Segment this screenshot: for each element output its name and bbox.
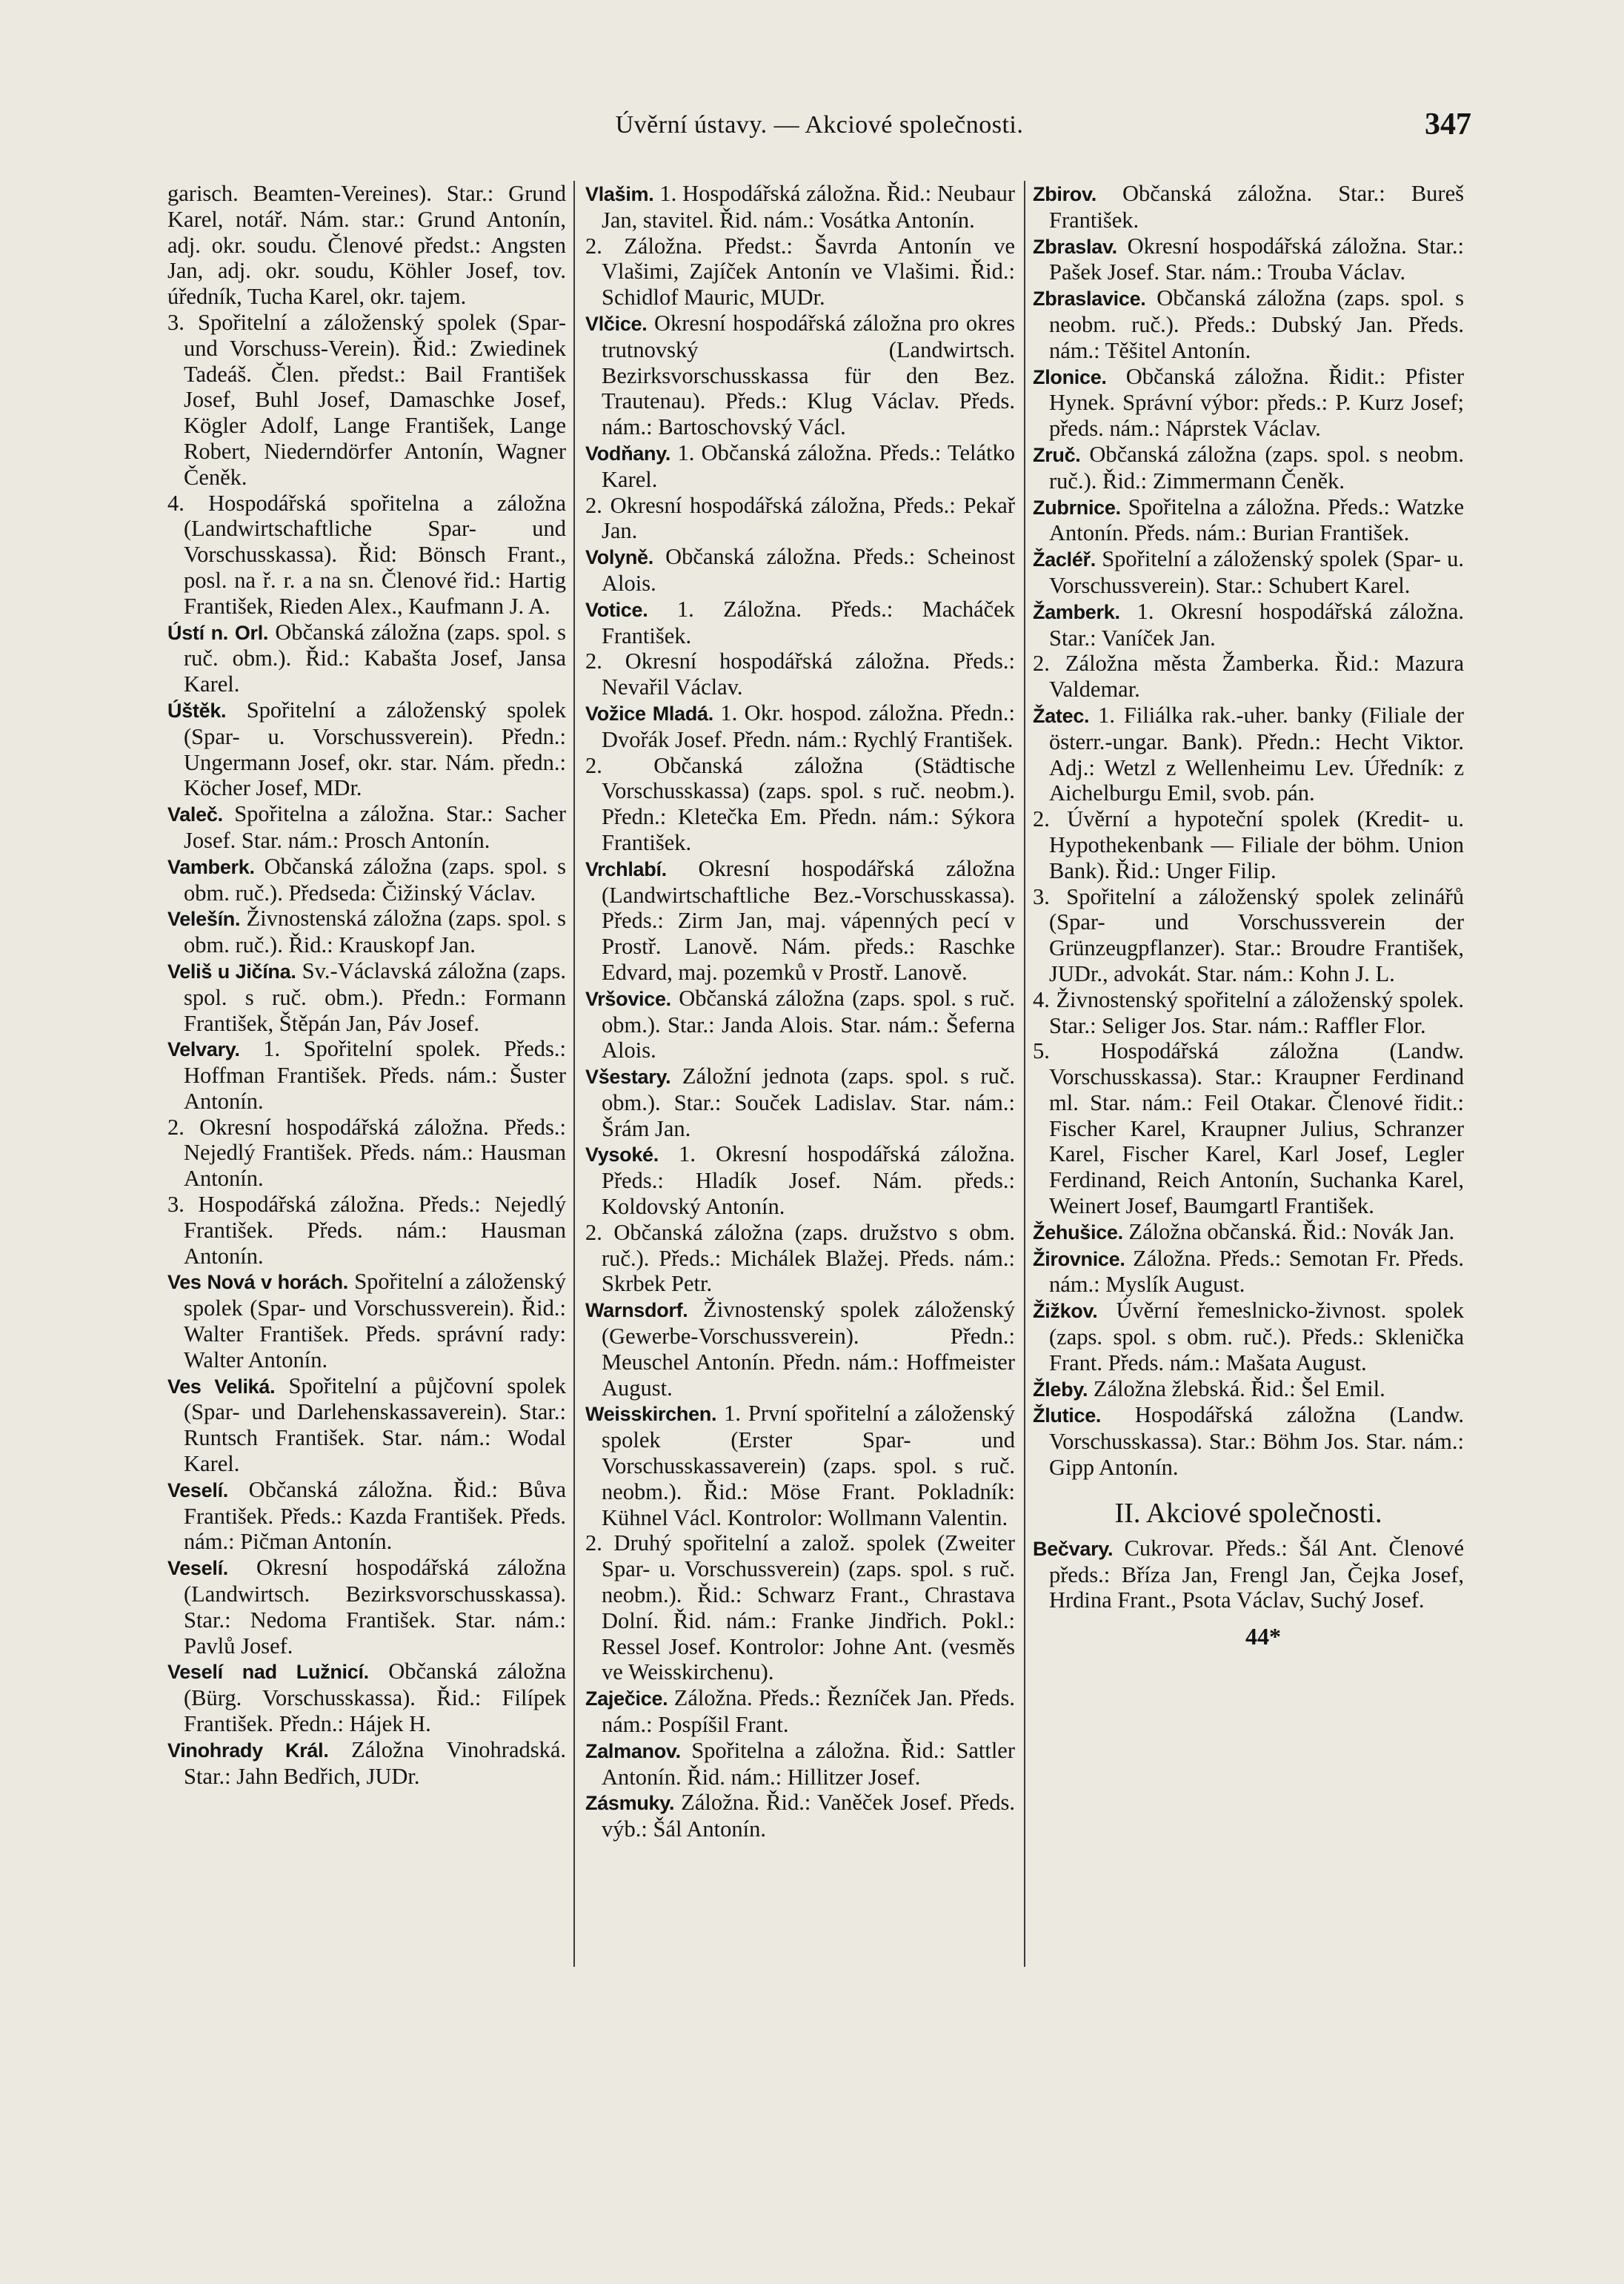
directory-entry [585, 1790, 1015, 1842]
entry-text: Spořitelna a záložna. Star.: Sacher Josef. Star. nám.: Prosch Antonín. [184, 801, 566, 853]
directory-entry [1033, 1219, 1464, 1246]
directory-entry [585, 1220, 1015, 1297]
entry-text: Záložna žlebská. Řid.: Šel Emil. [1093, 1375, 1385, 1401]
entry-text: Občanská záložna (zaps. spol. s ruč. obm.). Star.: Janda Alois. Star. nám.: Šeferna Alois. [602, 985, 1016, 1063]
directory-entry [167, 906, 566, 958]
place-name: Vrchlabí. [585, 857, 667, 880]
directory-entry [167, 1115, 566, 1192]
page-header [167, 107, 1471, 148]
directory-entry [585, 1738, 1015, 1790]
entry-text: Občanská záložna. Řidit.: Pfister Hynek. Správní výbor: předs.: P. Kurz Josef; předs. nám.: Náprstek Václav. [1049, 363, 1464, 442]
directory-entry [1033, 364, 1464, 442]
entry-text: Občanská záložna (zaps. spol. s ruč. obm.). Řid.: Kabašta Josef, Jansa Karel. [184, 619, 566, 697]
entry-text: Občanská záložna (zaps. spol. s obm. ruč.). Předseda: Čižinský Václav. [184, 853, 566, 906]
directory-entry [585, 311, 1015, 440]
directory-entry [585, 986, 1015, 1063]
directory-entry [585, 648, 1015, 700]
place-name: Zalmanov. [585, 1739, 681, 1762]
entry-text: Spořitelna a záložna. Předs.: Watzke Antonín. Předs. nám.: Burian František. [1049, 494, 1465, 546]
entry-text: Spořitelna a záložna. Řid.: Sattler Antonín. Řid. nám.: Hillitzer Josef. [602, 1737, 1015, 1790]
entry-text: Sv.-Václavská záložna (zaps. spol. s ruč. obm.). Předn.: Formann František, Štěpán Jan, Páv Josef. [184, 957, 566, 1036]
place-name: Žacléř. [1033, 548, 1096, 571]
directory-entry [1033, 599, 1464, 651]
place-name: Zruč. [1033, 443, 1081, 466]
entry-text: Živnostenský spolek záloženský (Gewerbe-Vorschussverein). Předn.: Meuschel Antonín. Předn. nám.: Hoffmeister August. [602, 1297, 1015, 1401]
entry-text: 1. Občanská záložna. Předs.: Telátko Karel. [602, 439, 1016, 492]
directory-entry [1033, 884, 1464, 987]
signature-mark: 44* [1245, 1623, 1281, 1650]
directory-entry [585, 1063, 1015, 1141]
entry-text: Záložna. Předs.: Semotan Fr. Předs. nám.: Myslík August. [1049, 1245, 1465, 1298]
place-name: Warnsdorf. [585, 1299, 688, 1322]
place-name: Vršovice. [585, 987, 671, 1010]
directory-entry [167, 1036, 566, 1114]
entry-text: Živnostenská záložna (zaps. spol. s obm. ruč.). Řid.: Krauskopf Jan. [184, 906, 566, 958]
directory-entry [1033, 546, 1464, 599]
directory-entry [167, 310, 566, 491]
directory-entry [167, 1737, 566, 1790]
entry-text: 2. Druhý spořitelní a založ. spolek (Zweiter Spar- u. Vorschussverein) (zaps. spol. s ruč. neobm.). Řid.: Schwarz Frant., Chrastava Dolní. Řid. nám.: Franke Jindřich. Pokl.: Ressel Josef. Kontrolor: Johne Ant. (vesměs ve Weisskirchenu). [585, 1530, 1015, 1685]
place-name: Bečvary. [1033, 1537, 1114, 1560]
directory-entry [585, 856, 1015, 986]
place-name: Žleby. [1033, 1378, 1088, 1401]
place-name: Vodňany. [585, 442, 671, 465]
directory-entry [167, 491, 566, 620]
entry-text: garisch. Beamten-Vereines). Star.: Grund Karel, notář. Nám. star.: Grund Antonín, adj. okr. soudu. Členové předst.: Angsten Jan, adj. okr. soudu, Köhler Josef, tov. úředník, Tucha Karel, okr. tajem. [167, 181, 566, 310]
place-name: Velešín. [167, 908, 241, 931]
entry-text: 2. Občanská záložna (Städtische Vorschusskassa) (zaps. spol. s ruč. neobm.). Předn.: Kletečka Em. Předn. nám.: Sýkora František. [585, 752, 1015, 855]
directory-entry [167, 181, 566, 310]
entry-text: Záložna. Řid.: Vaněček Josef. Předs. výb.: Šál Antonín. [602, 1790, 1015, 1842]
directory-entry [585, 1297, 1015, 1401]
directory-entry [585, 700, 1015, 753]
directory-entry [1033, 233, 1464, 286]
place-name: Žirovnice. [1033, 1247, 1125, 1270]
place-name: Vinohrady Král. [167, 1739, 329, 1762]
place-name: Ves Veliká. [167, 1375, 276, 1398]
directory-entry [585, 233, 1015, 311]
entry-text: Občanská záložna. Star.: Bureš František. [1049, 181, 1464, 233]
directory-entry [1033, 442, 1464, 494]
entry-text: Spořitelní a půjčovní spolek (Spar- und Darlehenskassaverein). Star.: Runtsch František. Star. nám.: Wodal Karel. [184, 1372, 567, 1477]
entry-text: Občanská záložna. Řid.: Bůva František. Předs.: Kazda František. Předs. nám.: Pičman Antonín. [184, 1476, 567, 1555]
directory-entry [585, 753, 1015, 856]
directory-entry [1033, 181, 1464, 233]
entry-text: 3. Spořitelní a záloženský spolek (Spar- und Vorschuss-Verein). Řid.: Zwiedinek Tadeáš. Člen. předst.: Bail František Josef, Buhl Josef, Damaschke Josef, Kögler Adolf, Lange František, Lange Robert, Niederndörfer Antonín, Wagner Čeněk. [167, 309, 566, 490]
entry-text: Spořitelní a záloženský spolek (Spar- u. Vorschussverein). Star.: Schubert Karel. [1049, 546, 1464, 598]
directory-entry [167, 1269, 566, 1372]
entry-text: 1. Hospodářská záložna. Řid.: Neubaur Jan, stavitel. Řid. nám.: Vosátka Antonín. [602, 181, 1016, 233]
place-name: Zubrnice. [1033, 496, 1121, 519]
directory-entry [1033, 1038, 1464, 1219]
entry-text: 2. Záložna. Předst.: Šavrda Antonín ve Vlašimi, Zajíček Antonín ve Vlašimi. Řid.: Schidlof Mauric, MUDr. [585, 233, 1015, 311]
entry-text: 2. Okresní hospodářská záložna. Předs.: Nevařil Václav. [585, 648, 1015, 700]
place-name: Zásmuky. [585, 1792, 675, 1815]
entry-text: Záložna občanská. Řid.: Novák Jan. [1128, 1218, 1455, 1244]
directory-entry [1033, 285, 1464, 363]
directory-entry [1033, 987, 1464, 1039]
place-name: Veselí. [167, 1557, 228, 1580]
place-name: Žlutice. [1033, 1404, 1102, 1427]
entry-text: Záložna Vinohradská. Star.: Jahn Bedřich, JUDr. [184, 1736, 567, 1789]
entry-text: Občanská záložna (zaps. spol. s neobm. ruč.). Předs.: Dubský Jan. Předs. nám.: Těšitel Antonín. [1049, 285, 1464, 363]
entry-text: 1. Okresní hospodářská záložna. Předs.: Hladík Josef. Nám. předs.: Koldovský Antonín. [602, 1141, 1015, 1220]
place-name: Úštěk. [167, 699, 227, 722]
directory-entry [167, 958, 566, 1036]
place-name: Veselí. [167, 1478, 228, 1501]
place-name: Žehušice. [1033, 1221, 1123, 1244]
entry-text: 1. Okresní hospodářská záložna. Star.: Vaníček Jan. [1049, 598, 1464, 651]
directory-entry [585, 597, 1015, 649]
directory-entry [585, 1401, 1015, 1530]
entry-text: 4. Hospodářská spořitelna a záložna (Landwirtschaftliche Spar- und Vorschusskassa). Řid: Bönsch Frant., posl. na ř. r. a na sn. Členové řid.: Hartig František, Rieden Alex., Kaufmann J. A. [167, 490, 566, 619]
place-name: Žatec. [1033, 704, 1090, 727]
directory-entry [585, 1141, 1015, 1219]
place-name: Velvary. [167, 1038, 240, 1061]
entry-text: Občanská záložna (zaps. spol. s neobm. ruč.). Řid.: Zimmermann Čeněk. [1049, 441, 1464, 494]
directory-entry [167, 1659, 566, 1736]
place-name: Zbraslav. [1033, 235, 1117, 258]
entry-text: Spořitelní a záloženský spolek (Spar- u. Vorschussverein). Předn.: Ungermann Josef, okr. star. Nám. předn.: Köcher Josef, MDr. [184, 697, 567, 801]
place-name: Valeč. [167, 803, 223, 826]
directory-entry [1033, 1298, 1464, 1375]
place-name: Žižkov. [1033, 1300, 1098, 1323]
entry-text: Okresní hospodářská záložna. Star.: Pašek Josef. Star. nám.: Trouba Václav. [1049, 233, 1464, 285]
directory-entry [167, 1477, 566, 1555]
page-number: 347 [1425, 107, 1471, 142]
place-name: Votice. [585, 598, 648, 621]
directory-entry [167, 854, 566, 906]
entry-text: Záložní jednota (zaps. spol. s ruč. obm.). Star.: Souček Ladislav. Star. nám.: Šrám Jan. [602, 1063, 1015, 1141]
directory-entry [167, 1192, 566, 1269]
entry-text: Okresní hospodářská záložna (Landwirtsch. Bezirksvorschusskassa). Star.: Nedoma František. Star. nám.: Pavlů Josef. [184, 1555, 566, 1659]
place-name: Veliš u Jičína. [167, 960, 296, 983]
entry-text: 2. Okresní hospodářská záložna. Předs.: Nejedlý František. Předs. nám.: Hausman Antonín. [167, 1114, 566, 1192]
directory-entry [585, 544, 1015, 597]
entry-text: 2. Okresní hospodářská záložna, Předs.: Pekař Jan. [585, 492, 1015, 544]
entry-text: 2. Záložna města Žamberka. Řid.: Mazura Valdemar. [1033, 651, 1464, 703]
place-name: Vysoké. [585, 1143, 659, 1166]
entry-text: Okresní hospodářská záložna pro okres trutnovský (Landwirtsch. Bezirksvorschusskassa für den Bez. Trautenau). Předs.: Klug Václav. Předs. nám.: Bartoschovský Václ. [602, 310, 1015, 440]
entry-text: 5. Hospodářská záložna (Landw. Vorschusskassa). Star.: Kraupner Ferdinand ml. Star. nám.: Feil Otakar. Členové řidit.: Fischer Karel, Kraupner Julius, Schranzer Karel, Fischer Karel, Karl Josef, Legler Ferdinand, Reich Antonín, Suchanka Karel, Weinert Josef, Baumgartl František. [1033, 1038, 1464, 1219]
entry-text: 1. Záložna. Předs.: Macháček František. [602, 596, 1015, 648]
directory-entry [167, 801, 566, 854]
entry-text: Občanská záložna. Předs.: Scheinost Alois. [602, 544, 1015, 596]
directory-entry [585, 1685, 1015, 1738]
directory-entry [1033, 494, 1464, 547]
place-name: Vlašim. [585, 183, 654, 205]
entry-text: Záložna. Předs.: Řezníček Jan. Předs. nám.: Pospíšil Frant. [602, 1685, 1016, 1738]
entry-text: 1. Okr. hospod. záložna. Předn.: Dvořák Josef. Předn. nám.: Rychlý František. [602, 700, 1016, 752]
entry-text: 1. První spořitelní a záloženský spolek (Erster Spar- und Vorschusskassaverein) (zaps. spol. s ruč. neobm.). Řid.: Möse Frant. Pokladník: Kühnel Václ. Kontrolor: Wollmann Valentin. [602, 1401, 1015, 1530]
entry-text: 3. Hospodářská záložna. Předs.: Nejedlý František. Předs. nám.: Hausman Antonín. [167, 1192, 566, 1269]
entry-text: Občanská záložna (Bürg. Vorschusskassa). Řid.: Filípek František. Předn.: Hájek H. [184, 1659, 567, 1737]
directory-entry [585, 181, 1015, 233]
directory-entry [1033, 651, 1464, 703]
directory-entry [1033, 703, 1464, 806]
column-2 [585, 181, 1015, 1842]
column-1 [167, 181, 566, 1789]
place-name: Ústí n. Orl. [167, 621, 269, 644]
place-name: Všestary. [585, 1066, 671, 1089]
place-name: Zbraslavice. [1033, 288, 1146, 311]
place-name: Žamberk. [1033, 600, 1120, 623]
directory-entry [1033, 1246, 1464, 1298]
directory-entry [167, 620, 566, 697]
directory-entry [585, 493, 1015, 545]
column-rule [573, 181, 575, 1967]
directory-entry [1033, 1376, 1464, 1403]
entry-text: Cukrovar. Předs.: Šál Ant. Členové předs.: Bříza Jan, Frengl Jan, Čejka Josef, Hrdina Frant., Psota Václav, Suchý Josef. [1049, 1535, 1464, 1613]
place-name: Vožice Mladá. [585, 702, 713, 725]
directory-entry [1033, 806, 1464, 883]
place-name: Volyně. [585, 546, 653, 569]
place-name: Zlonice. [1033, 365, 1107, 388]
entry-text: 2. Občanská záložna (zaps. družstvo s obm. ruč.). Předs.: Michálek Blažej. Předs. nám.: Skrbek Petr. [585, 1219, 1015, 1297]
section-heading: II. Akciové společnosti. [1114, 1497, 1382, 1529]
place-name: Zbirov. [1033, 183, 1096, 205]
directory-entry [167, 1373, 566, 1477]
entry-text: 2. Úvěrní a hypoteční spolek (Kredit- u. Hypothekenbank — Filiale der böhm. Union Bank). Řid.: Unger Filip. [1033, 806, 1464, 883]
directory-entry [1033, 1402, 1464, 1480]
entry-text: 4. Živnostenský spořitelní a záloženský spolek. Star.: Seliger Jos. Star. nám.: Raffler Flor. [1033, 986, 1464, 1038]
directory-entry [585, 1530, 1015, 1685]
directory-entry [1033, 1536, 1464, 1613]
entry-text: Hospodářská záložna (Landw. Vorschusskassa). Star.: Böhm Jos. Star. nám.: Gipp Antonín. [1049, 1402, 1464, 1481]
directory-entry [167, 1555, 566, 1659]
place-name: Veselí nad Lužnicí. [167, 1661, 369, 1684]
running-title: Úvěrní ústavy. — Akciové společnosti. [615, 111, 1024, 139]
place-name: Weisskirchen. [585, 1403, 717, 1426]
entry-text: 1. Spořitelní spolek. Předs.: Hoffman František. Předs. nám.: Šuster Antonín. [184, 1036, 566, 1114]
directory-entry [585, 440, 1015, 493]
column-3 [1033, 181, 1464, 1650]
place-name: Vlčice. [585, 312, 648, 335]
entry-text: 3. Spořitelní a záloženský spolek zelinářů (Spar- und Vorschussverein der Grünzeugpflanzer). Star.: Broudre František, JUDr., advokát. Star. nám.: Kohn J. L. [1033, 883, 1464, 986]
entry-text: Spořitelní a záloženský spolek (Spar- und Vorschussverein). Řid.: Walter František. Předs. správní rady: Walter Antonín. [184, 1269, 566, 1372]
column-rule [1024, 181, 1025, 1967]
place-name: Zaječice. [585, 1687, 668, 1710]
directory-entry [167, 697, 566, 801]
place-name: Ves Nová v horách. [167, 1271, 348, 1294]
entry-text: Okresní hospodářská záložna (Landwirtschaftliche Bez.-Vorschusskassa). Předs.: Zirm Jan, maj. vápenných pecí v Prostř. Lanově. Nám. předs.: Raschke Edvard, maj. pozemků v Prostř. Lanově. [602, 855, 1015, 985]
place-name: Vamberk. [167, 855, 255, 878]
entry-text: Úvěrní řemeslnicko-živnost. spolek (zaps. spol. s obm. ruč.). Předs.: Sklenička Frant. Předs. nám.: Mašata August. [1049, 1298, 1464, 1375]
entry-text: 1. Filiálka rak.-uher. banky (Filiale der österr.-ungar. Bank). Předn.: Hecht Viktor. Adj.: Wetzl z Wellenheimu Lev. Úředník: z Aichelburgu Emil, svob. pán. [1049, 702, 1465, 806]
